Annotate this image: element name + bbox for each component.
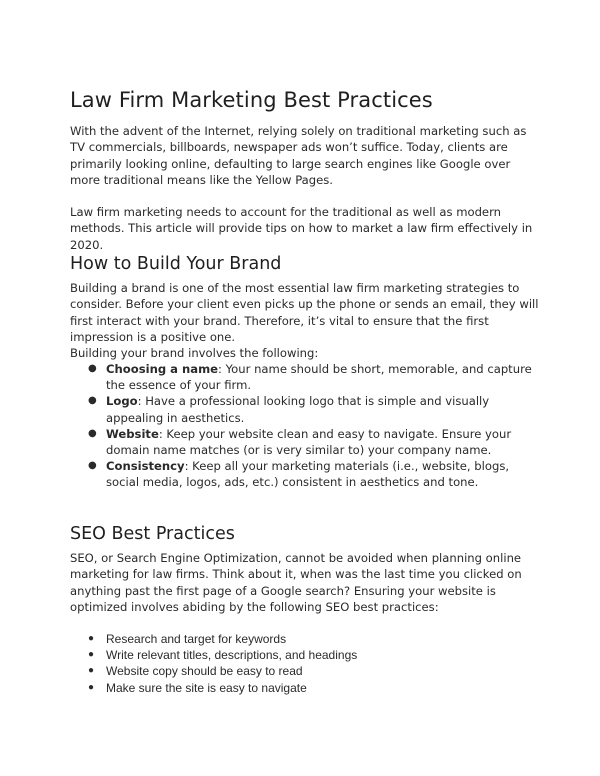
list-item <box>86 680 540 696</box>
list-item-text: : Your name should be short, memorable, and capture the essence of your firm. <box>106 362 532 393</box>
list-item-term: Logo <box>106 394 138 409</box>
intro-paragraph-2: Law firm marketing needs to account for the traditional as well as modern methods. This article will provide tips on how to market a law firm effectively in 2020. <box>70 205 533 252</box>
seo-heading: SEO Best Practices <box>70 524 235 544</box>
list-item-term: Choosing a name <box>106 362 219 376</box>
bullet-icon: ● <box>88 460 97 472</box>
bullet-icon: ● <box>88 681 95 693</box>
list-item-text: : Have a professional looking logo that is simple and visually appealing in aesthetics. <box>106 394 490 425</box>
intro-paragraph-1: With the advent of the Internet, relying solely on traditional marketing such as TV commercials, billboards, newspaper ads won’t suffice. Today, clients are primarily looking online, defaulting to large search engines like Google over more traditional means like the Yellow Pages. <box>70 124 527 188</box>
brand-paragraph-1: Building a brand is one of the most essential law firm marketing strategies to consider. Before your client even picks up the phone or sends an email, they will first interact with your brand. Therefore, it’s vital to ensure that the first impression is a positive one. <box>70 281 539 345</box>
list-item <box>86 426 540 458</box>
list-item <box>86 631 540 647</box>
bullet-icon: ● <box>88 649 95 661</box>
bullet-icon: ● <box>88 363 97 374</box>
bullet-icon: ● <box>88 633 95 644</box>
page-title: Law Firm Marketing Best Practices <box>70 88 433 112</box>
list-item-term: Consistency <box>106 459 185 474</box>
list-item-text: : Keep your website clean and easy to navigate. Ensure your domain name matches (or is very similar to) your company name. <box>106 426 512 458</box>
list-item <box>86 663 540 679</box>
seo-list <box>86 631 540 696</box>
list-item-text: Website copy should be easy to read <box>106 664 303 679</box>
list-item-text: Write relevant titles, descriptions, and headings <box>106 648 358 663</box>
bullet-icon: ● <box>88 427 97 439</box>
bullet-icon: ● <box>88 395 97 407</box>
list-item-text: : Keep all your marketing materials (i.e., website, blogs, social media, logos, ads, etc.) consistent in aesthetics and tone. <box>106 459 510 490</box>
seo-paragraph-1: SEO, or Search Engine Optimization, cannot be avoided when planning online marketing for law firms. Think about it, when was the last time you clicked on anything past the first page of a Google search? Ensuring your website is optimized involves abiding by the following SEO best practices: <box>70 551 522 615</box>
bullet-icon: ● <box>88 665 95 677</box>
brand-heading: How to Build Your Brand <box>70 254 282 274</box>
list-item <box>86 361 540 393</box>
brand-paragraph-2: Building your brand involves the following: <box>70 346 319 360</box>
list-item-term: Website <box>106 426 159 441</box>
list-item-text: Research and target for keywords <box>106 632 287 646</box>
list-item-text: Make sure the site is easy to navigate <box>106 680 307 695</box>
brand-list <box>86 361 540 491</box>
list-item <box>86 393 540 425</box>
list-item <box>86 458 540 490</box>
list-item <box>86 647 540 663</box>
